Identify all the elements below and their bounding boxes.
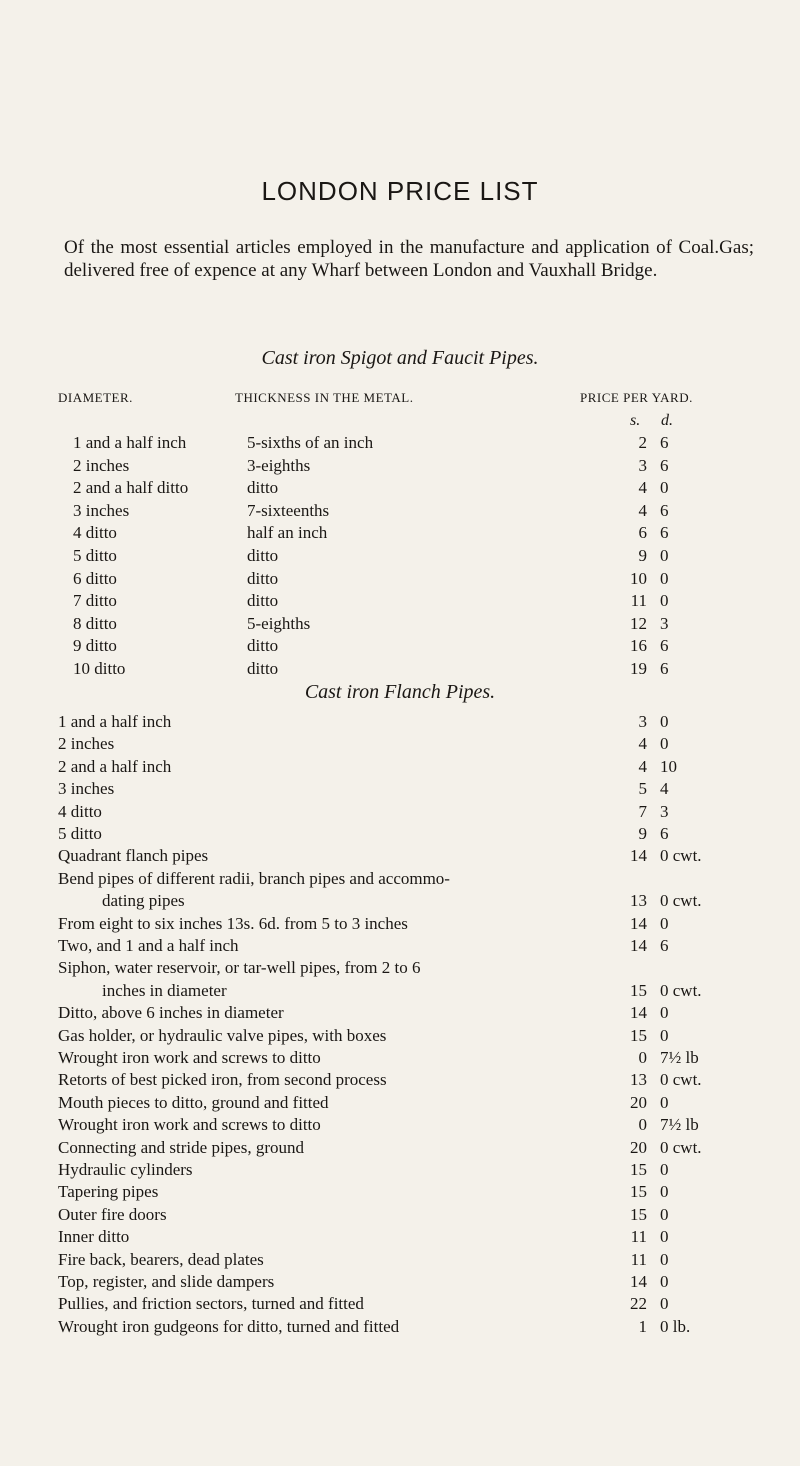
pence-cell: 0 [660, 1160, 669, 1179]
shillings-cell: 14 [630, 1003, 647, 1023]
page-title: LONDON PRICE LIST [261, 176, 539, 206]
shillings-cell: 13 [630, 1070, 647, 1090]
pence-cell: 0 [660, 1204, 669, 1224]
pence-cell: 6 [660, 824, 669, 843]
pence-cell: 0 cwt. [660, 846, 702, 866]
shillings-cell: 10 [630, 568, 647, 588]
shillings-cell: 11 [630, 1227, 647, 1247]
table-row [0, 614, 800, 636]
table-row [0, 1205, 800, 1227]
pence-cell: 0 [660, 734, 669, 754]
shillings-cell: 7 [638, 801, 647, 821]
item-cell: Outer fire doors [58, 1204, 167, 1224]
table-row [0, 779, 800, 801]
column-header-diameter: DIAMETER. [58, 390, 133, 405]
pence-cell: 0 [660, 712, 669, 731]
thickness-cell: 5-eighths [247, 613, 311, 633]
thickness-cell: half an inch [247, 523, 328, 543]
table-row [0, 1048, 800, 1070]
shillings-cell: 2 [638, 433, 647, 452]
section-title-spigot: Cast iron Spigot and Faucit Pipes. [261, 347, 539, 369]
shillings-cell: 14 [630, 913, 647, 933]
shillings-cell: 20 [630, 1092, 647, 1112]
shillings-cell: 1 [638, 1316, 647, 1336]
diameter-cell: 2 inches [73, 455, 130, 475]
pence-cell: 4 [660, 779, 669, 799]
table-row [0, 891, 800, 913]
table-row [0, 734, 800, 756]
diameter-cell: 5 ditto [73, 546, 117, 565]
table-row [0, 981, 800, 1003]
shillings-cell: 4 [638, 500, 647, 520]
shillings-cell: 14 [630, 846, 647, 866]
item-cell: 5 ditto [58, 824, 102, 843]
table-row [0, 591, 800, 613]
shillings-cell: 5 [638, 779, 647, 799]
item-cell: Quadrant flanch pipes [58, 846, 209, 866]
table-row [0, 636, 800, 658]
pence-cell: 0 [660, 1003, 669, 1023]
item-cell: Wrought iron gudgeons for ditto, turned and fitted [58, 1316, 400, 1336]
shillings-cell: 15 [630, 1025, 647, 1045]
shillings-cell: 20 [630, 1137, 647, 1157]
pence-cell: 6 [660, 433, 669, 452]
pence-cell: 6 [660, 523, 669, 543]
shillings-cell: 12 [630, 613, 647, 633]
table-row [0, 869, 800, 891]
diameter-cell: 7 ditto [73, 591, 117, 611]
item-cell: Mouth pieces to ditto, ground and fitted [58, 1092, 329, 1112]
item-cell: inches in diameter [102, 980, 227, 1000]
pence-cell: 0 [660, 568, 669, 588]
pence-cell: 0 [660, 546, 669, 565]
shillings-cell: 15 [630, 1204, 647, 1224]
item-cell: 2 and a half inch [58, 756, 172, 776]
pence-cell: 10 [660, 756, 677, 776]
shillings-cell: 0 [638, 1115, 647, 1135]
table-row [0, 1138, 800, 1160]
item-cell: Two, and 1 and a half inch [58, 936, 239, 955]
table-row [0, 523, 800, 545]
pence-cell: 6 [660, 636, 669, 656]
shillings-cell: 13 [630, 891, 647, 911]
shillings-cell: 11 [630, 1249, 647, 1269]
table-row [0, 1160, 800, 1182]
shillings-cell: 0 [638, 1048, 647, 1067]
pence-cell: 7½ lb [660, 1048, 699, 1067]
table-row [0, 1115, 800, 1137]
table-row [0, 1317, 800, 1339]
item-cell: Gas holder, or hydraulic valve pipes, with boxes [58, 1025, 387, 1045]
diameter-cell: 4 ditto [73, 523, 117, 543]
pence-cell: 0 cwt. [660, 980, 702, 1000]
pence-cell: 6 [660, 455, 669, 475]
item-cell: Connecting and stride pipes, ground [58, 1137, 304, 1157]
table-row [0, 1272, 800, 1294]
thickness-cell: ditto [247, 478, 279, 498]
shillings-cell: 9 [638, 546, 647, 565]
table-row [0, 757, 800, 779]
diameter-cell: 6 ditto [73, 568, 117, 588]
table-row [0, 1182, 800, 1204]
table-row [0, 1070, 800, 1092]
table-row [0, 456, 800, 478]
shillings-cell: 6 [638, 523, 647, 543]
table-row [0, 433, 800, 455]
diameter-cell: 10 ditto [73, 659, 126, 678]
table-row [0, 802, 800, 824]
section-title-flanch: Cast iron Flanch Pipes. [304, 681, 496, 703]
pence-cell: 3 [660, 801, 669, 821]
shillings-cell: 16 [630, 636, 647, 656]
item-cell: From eight to six inches 13s. 6d. from 5 to 3 inches [58, 913, 408, 933]
shillings-cell: 3 [638, 455, 647, 475]
pence-cell: 0 [660, 1227, 669, 1247]
shillings-cell: 15 [630, 1160, 647, 1179]
thickness-cell: 3-eighths [247, 455, 311, 475]
table-row [0, 712, 800, 734]
table-row [0, 824, 800, 846]
table-row [0, 478, 800, 500]
pence-cell: 0 [660, 1294, 669, 1314]
pence-cell: 0 [660, 1249, 669, 1269]
pence-cell: 6 [660, 936, 669, 955]
table-row [0, 1250, 800, 1272]
pence-cell: 0 cwt. [660, 1070, 702, 1090]
shillings-cell: 15 [630, 980, 647, 1000]
table-row [0, 1227, 800, 1249]
item-cell: Bend pipes of different radii, branch pipes and accommo- [58, 868, 450, 888]
column-header-price: PRICE PER YARD. [580, 390, 693, 405]
table-row [0, 914, 800, 936]
table-row [0, 846, 800, 868]
pence-cell: 0 [660, 1092, 669, 1112]
table-row [0, 1294, 800, 1316]
pence-cell: 7½ lb [660, 1115, 699, 1135]
item-cell: Ditto, above 6 inches in diameter [58, 1003, 284, 1023]
thickness-cell: ditto [247, 591, 279, 611]
table-row [0, 569, 800, 591]
pence-cell: 0 [660, 1182, 669, 1202]
item-cell: Siphon, water reservoir, or tar-well pipes, from 2 to 6 [58, 958, 421, 978]
shillings-cell: 4 [638, 734, 647, 754]
unit-shillings: s. [630, 412, 641, 429]
shillings-cell: 4 [638, 756, 647, 776]
table-row [0, 936, 800, 958]
shillings-cell: 14 [630, 1272, 647, 1291]
shillings-cell: 11 [630, 591, 647, 611]
pence-cell: 0 cwt. [660, 1137, 702, 1157]
pence-cell: 6 [660, 659, 669, 678]
item-cell: Retorts of best picked iron, from second process [58, 1070, 387, 1090]
table-row [0, 546, 800, 568]
item-cell: Wrought iron work and screws to ditto [58, 1048, 321, 1067]
shillings-cell: 15 [630, 1182, 647, 1202]
item-cell: Top, register, and slide dampers [58, 1272, 275, 1291]
thickness-cell: ditto [247, 546, 279, 565]
item-cell: 2 inches [58, 734, 115, 754]
table-row [0, 659, 800, 681]
thickness-cell: ditto [247, 659, 279, 678]
item-cell: 1 and a half inch [58, 712, 172, 731]
item-cell: dating pipes [102, 891, 185, 911]
diameter-cell: 1 and a half inch [73, 433, 187, 452]
diameter-cell: 8 ditto [73, 613, 117, 633]
pence-cell: 0 [660, 913, 669, 933]
diameter-cell: 2 and a half ditto [73, 478, 189, 498]
item-cell: Fire back, bearers, dead plates [58, 1249, 264, 1269]
pence-cell: 3 [660, 613, 669, 633]
diameter-cell: 3 inches [73, 500, 130, 520]
pence-cell: 0 [660, 1272, 669, 1291]
item-cell: Wrought iron work and screws to ditto [58, 1115, 321, 1135]
shillings-cell: 19 [630, 659, 647, 678]
unit-pence: d. [661, 412, 673, 429]
thickness-cell: ditto [247, 636, 279, 656]
shillings-cell: 9 [638, 824, 647, 843]
shillings-cell: 3 [638, 712, 647, 731]
pence-cell: 0 [660, 1025, 669, 1045]
pence-cell: 6 [660, 500, 669, 520]
item-cell: 3 inches [58, 779, 115, 799]
item-cell: Tapering pipes [58, 1182, 159, 1202]
table-row [0, 1093, 800, 1115]
pence-cell: 0 cwt. [660, 891, 702, 911]
thickness-cell: ditto [247, 568, 279, 588]
diameter-cell: 9 ditto [73, 636, 117, 656]
table-row [0, 501, 800, 523]
pence-cell: 0 lb. [660, 1316, 691, 1336]
column-header-thickness: THICKNESS IN THE METAL. [235, 390, 414, 405]
table-row [0, 1003, 800, 1025]
thickness-cell: 7-sixteenths [247, 500, 330, 520]
shillings-cell: 4 [638, 478, 647, 498]
shillings-cell: 14 [630, 936, 647, 955]
pence-cell: 0 [660, 478, 669, 498]
item-cell: 4 ditto [58, 801, 102, 821]
item-cell: Inner ditto [58, 1227, 130, 1247]
pence-cell: 0 [660, 591, 669, 611]
thickness-cell: 5-sixths of an inch [247, 433, 374, 452]
intro-paragraph: Of the most essential articles employed in the manufacture and application of Coal.Gas; delivered free of expence at any Wharf between London and Vauxhall Bridge. [64, 237, 754, 281]
shillings-cell: 22 [630, 1294, 647, 1314]
item-cell: Hydraulic cylinders [58, 1160, 193, 1179]
table-row [0, 958, 800, 980]
item-cell: Pullies, and friction sectors, turned and fitted [58, 1294, 364, 1314]
table-row [0, 1026, 800, 1048]
